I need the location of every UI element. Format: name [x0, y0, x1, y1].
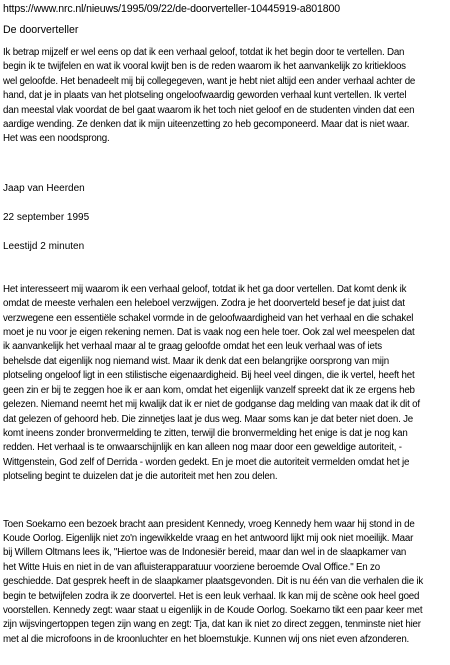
text-line: bij Willem Oltmans lees ik, "Hiertoe was de Indonesiër bereid, maar dan wel in de slaapkamer van [3, 547, 407, 559]
text-line: Koude Oorlog. Eigenlijk niet zo'n ingewikkelde vraag en het antwoord lijkt mij ook niet moeilijk. Maar [3, 532, 414, 544]
text-line: het Witte Huis en niet in de van afluisterapparatuur voorziene beroemde Oval Office." En zo [3, 561, 380, 573]
body-paragraph-1 [3, 283, 447, 485]
publication-date: 22 september 1995 [3, 211, 90, 223]
text-line: voorstellen. Kennedy zegt: waar staat u eigenlijk in de Koude Oorlog. Soekarno tikt een paar keer met [3, 604, 423, 616]
text-line: plotseling ongeloof ligt in een stilistische eigenaardigheid. Bij heel veel dingen, die ik vertel, heeft het [3, 370, 415, 382]
text-line: dan meestal vlak voordat de bel gaat waarom ik het toch niet geloof en de studenten vinden dat een [3, 104, 415, 116]
text-line: hand, dat je in plaats van het plotseling ongeloofwaardig geworden verhaal kunt vertellen. Ik vertel [3, 90, 407, 102]
text-line: plotseling begint te duizelen dat je die autoriteit met hen zou delen. [3, 471, 278, 483]
text-line: komt ineens zonder bronvermelding te zitten, terwijl die bronvermelding het enige is dat je nog kan [3, 427, 408, 439]
text-line: Het was een noodsprong. [3, 133, 110, 145]
reading-time: Leestijd 2 minuten [3, 240, 85, 252]
intro-paragraph [3, 46, 447, 147]
text-line: moet je nu voor je eigen rekening nemen. Dat is vaak nog een hele toer. Ook zal wel meespelen dat [3, 327, 415, 339]
text-line: Toen Soekarno een bezoek bracht aan president Kennedy, vroeg Kennedy hem waar hij stond in de [3, 518, 415, 530]
author-name: Jaap van Heerden [3, 182, 85, 194]
text-line: geschiedde. Dat gesprek heeft in de slaapkamer plaatsgevonden. Dit is nu één van die verhalen die ik [3, 576, 424, 588]
text-line: verzwegene een essentiële schakel vormde in de geloofwaardigheid van het verhaal en die schakel [3, 312, 414, 324]
text-line: aardige wending. Ze denken dat ik mijn uiteenzetting zo heb gecomponeerd. Maar dat is niet waar. [3, 119, 410, 131]
text-line: Het interesseert mij waarom ik een verhaal geloof, totdat ik het ga door vertellen. Dat komt denk ik [3, 283, 407, 295]
article-url: https://www.nrc.nl/nieuws/1995/09/22/de-doorverteller-10445919-a801800 [3, 3, 340, 15]
text-line: Wittgenstein, God zelf of Derrida - worden gedekt. En je moet die autoriteit vermelden omdat het je [3, 456, 410, 468]
text-line: wel geloofde. Het benadeelt mij bij collegegeven, want je hebt niet altijd een ander verhaal achter de [3, 75, 416, 87]
body-paragraph-2 [3, 518, 447, 648]
text-line: zijn wijsvingertoppen tegen zijn wang en zegt: Tja, dat kan ik niet zo direct zeggen, tenminste niet hier [3, 619, 421, 631]
article-title: De doorverteller [3, 24, 79, 36]
article-page [3, 3, 447, 647]
text-line: begin ik te twijfelen en wat ik vooral kwijt ben is de reden waarom ik het aanvankelijk zo kritiekloos [3, 61, 406, 73]
text-line: behelsde dat eigenlijk nog niemand wist. Maar ik denk dat een belangrijke oorsprong van mijn [3, 355, 389, 367]
text-line: ik aanvankelijk het verhaal maar al te graag geloofde omdat het een leuk verhaal was of iets [3, 341, 382, 353]
text-line: begin te betwijfelen zodra ik ze doorvertel. Het is een leuk verhaal. Ik kan mij de scène ook heel goed [3, 590, 420, 602]
text-line: Ik betrap mijzelf er wel eens op dat ik een verhaal geloof, totdat ik het begin door te vertellen. Dan [3, 47, 405, 58]
text-line: gelezen. Niemand neemt het mij kwalijk dat ik er niet de godganse dag melding van maak dat ik dit of [3, 399, 420, 411]
text-line: dat gelezen of gehoord heb. Die zinnetjes laat je dus weg. Maar soms kan je dat beter niet doen. Je [3, 413, 414, 425]
text-line: met al die microfoons in de kroonluchter en het bloemstukje. Kunnen wij ons niet even afzonderen. [3, 633, 410, 645]
text-line: geen zin er bij te zeggen hoe ik er aan kom, omdat het eigenlijk vanzelf spreekt dat ik ze ergens heb [3, 384, 415, 396]
text-line: redden. Het verhaal is te onwaarschijnlijk en kan alleen nog maar door een geweldige autoriteit, - [3, 442, 402, 454]
text-line: omdat de meeste verhalen een heleboel verzwijgen. Zodra je het doorverteld besef je dat juist dat [3, 298, 405, 310]
